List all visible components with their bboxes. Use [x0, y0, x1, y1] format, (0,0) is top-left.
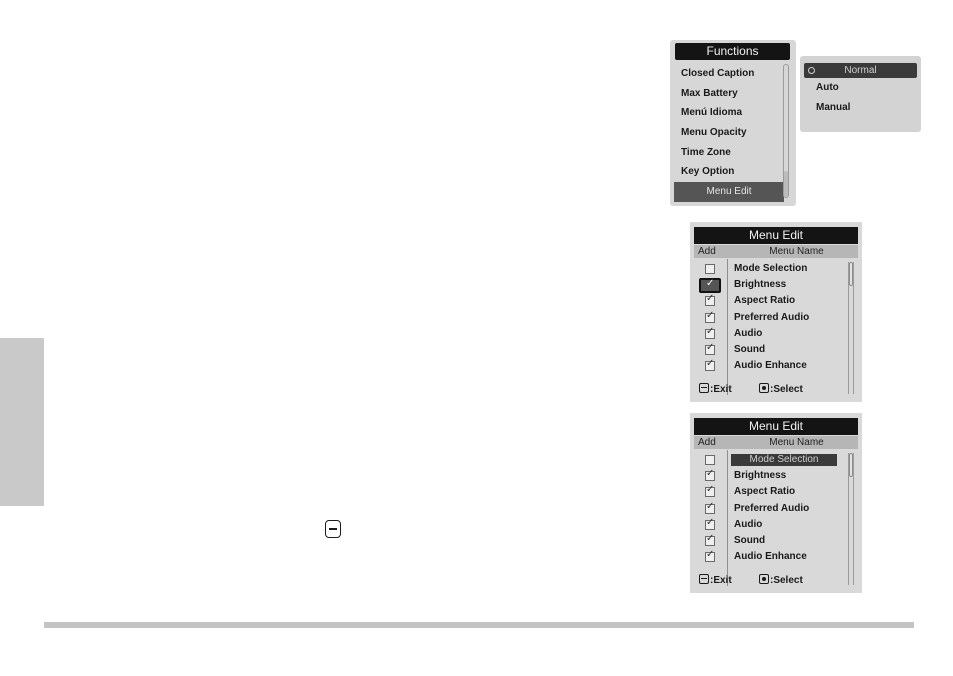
menu-edit-header: [694, 245, 858, 258]
functions-menu-title: Functions: [675, 43, 790, 60]
menu-edit-row[interactable]: [694, 452, 848, 468]
checkmark-icon[interactable]: [705, 345, 715, 355]
checkmark-icon[interactable]: [705, 536, 715, 546]
menu-edit-row-label: Sound: [734, 534, 766, 546]
checkmark-icon[interactable]: [705, 471, 715, 481]
checkbox-icon[interactable]: [705, 455, 715, 465]
functions-menu: [670, 40, 796, 206]
functions-item-time-zone[interactable]: Time Zone: [681, 146, 731, 158]
column-header-menu-name: Menu Name: [769, 437, 824, 448]
select-key-icon: [759, 574, 769, 584]
menu-edit-row-label: Audio Enhance: [734, 551, 807, 563]
checkmark-icon[interactable]: [705, 313, 715, 323]
menu-edit-row-label: Mode Selection: [731, 454, 837, 466]
menu-edit-row[interactable]: [694, 484, 848, 500]
menu-edit-title: Menu Edit: [694, 227, 858, 244]
column-header-add: Add: [698, 437, 716, 448]
menu-edit-row-label: Preferred Audio: [734, 311, 810, 323]
menu-edit-row-label: Audio: [734, 518, 763, 530]
functions-item-max-battery[interactable]: Max Battery: [681, 87, 738, 99]
option-item-normal[interactable]: [804, 63, 917, 78]
menu-edit-footer: [694, 382, 858, 398]
menu-edit-row[interactable]: [694, 310, 848, 326]
menu-edit-row[interactable]: [694, 517, 848, 533]
column-header-add: Add: [698, 246, 716, 257]
minus-key-icon: [325, 520, 341, 538]
menu-edit-row-label: Brightness: [734, 470, 787, 482]
menu-edit-row[interactable]: [694, 293, 848, 309]
functions-menu-list: [670, 64, 782, 202]
select-hint: [759, 573, 803, 589]
radio-dot-icon: [808, 67, 815, 74]
menu-edit-row-label: Sound: [734, 343, 766, 355]
functions-item-closed-caption[interactable]: Closed Caption: [681, 68, 755, 79]
exit-hint-label: :Exit: [710, 384, 732, 395]
menu-edit-row[interactable]: [694, 468, 848, 484]
checkmark-icon[interactable]: [699, 278, 721, 293]
option-menu: [800, 56, 921, 132]
exit-key-icon: [699, 383, 709, 393]
menu-edit-row-label: Brightness: [734, 279, 787, 291]
menu-edit-row-label: Aspect Ratio: [734, 486, 796, 498]
menu-edit-row[interactable]: [694, 261, 848, 277]
functions-item-menu-edit[interactable]: Menu Edit: [674, 182, 784, 202]
checkmark-icon[interactable]: [705, 552, 715, 562]
exit-hint: [699, 573, 732, 589]
menu-edit-footer: [694, 573, 858, 589]
menu-edit-row[interactable]: [694, 533, 848, 549]
checkbox-icon[interactable]: [705, 264, 715, 274]
menu-edit-row-label: Mode Selection: [734, 263, 808, 274]
checkmark-icon[interactable]: [705, 520, 715, 530]
select-hint-label: :Select: [770, 384, 803, 395]
menu-edit-row[interactable]: [694, 326, 848, 342]
menu-edit-row-label: Preferred Audio: [734, 502, 810, 514]
checkmark-icon[interactable]: [705, 361, 715, 371]
checkmark-icon[interactable]: [705, 504, 715, 514]
exit-hint: [699, 382, 732, 398]
bottom-rule: [44, 622, 914, 628]
menu-edit-title: Menu Edit: [694, 418, 858, 435]
menu-edit-panel: [690, 413, 862, 593]
menu-edit-row[interactable]: [694, 358, 848, 374]
functions-item-menu-opacity[interactable]: Menu Opacity: [681, 127, 747, 139]
menu-edit-rows: [694, 452, 848, 565]
checkmark-icon[interactable]: [705, 329, 715, 339]
functions-scrollbar[interactable]: [783, 64, 789, 198]
functions-scrollbar-thumb[interactable]: [784, 171, 788, 197]
menu-edit-panel: [690, 222, 862, 402]
menu-edit-scrollbar-thumb[interactable]: [849, 262, 853, 286]
menu-edit-row-label: Audio Enhance: [734, 360, 807, 372]
exit-hint-label: :Exit: [710, 575, 732, 586]
exit-key-icon: [699, 574, 709, 584]
checkmark-icon[interactable]: [705, 487, 715, 497]
functions-item-menu-idioma[interactable]: Menú Idioma: [681, 107, 743, 119]
menu-edit-scrollbar-thumb[interactable]: [849, 453, 853, 477]
menu-edit-row-label: Aspect Ratio: [734, 295, 796, 307]
menu-edit-row[interactable]: [694, 277, 848, 293]
option-item-manual[interactable]: Manual: [816, 102, 851, 113]
menu-edit-row[interactable]: [694, 549, 848, 565]
menu-edit-header: [694, 436, 858, 449]
select-hint-label: :Select: [770, 575, 803, 586]
side-tab: [0, 338, 44, 506]
checkmark-icon[interactable]: [705, 296, 715, 306]
option-item-normal-label: Normal: [844, 65, 877, 76]
menu-edit-row[interactable]: [694, 342, 848, 358]
menu-edit-scrollbar[interactable]: [848, 453, 854, 585]
menu-edit-scrollbar[interactable]: [848, 262, 854, 394]
menu-edit-row-label: Audio: [734, 327, 763, 339]
select-key-icon: [759, 383, 769, 393]
functions-item-key-option[interactable]: Key Option: [681, 166, 735, 178]
select-hint: [759, 382, 803, 398]
option-item-auto[interactable]: Auto: [816, 82, 839, 93]
column-header-menu-name: Menu Name: [769, 246, 824, 257]
menu-edit-row[interactable]: [694, 501, 848, 517]
menu-edit-rows: [694, 261, 848, 374]
